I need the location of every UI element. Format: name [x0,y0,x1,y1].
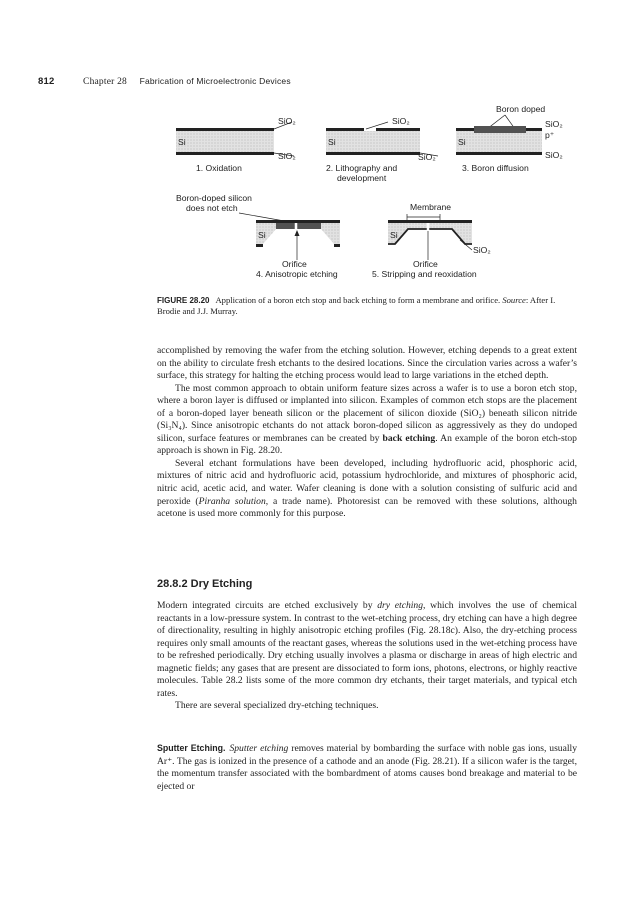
sio2-label-bottom: SiO₂ [278,151,296,161]
membrane-label: Membrane [410,202,452,212]
step-4-label: 4. Anisotropic etching [256,269,338,279]
sio2-label-top: SiO₂ [545,119,563,129]
step-2-label-line2: development [337,173,387,183]
orifice-label: Orifice [282,259,307,269]
body-text-block-1 [157,345,577,521]
orifice-label: Orifice [413,259,438,269]
sio2-label-top: SiO₂ [278,116,296,126]
figure-label: FIGURE 28.20 [157,296,210,305]
term-piranha-solution: Piranha solution [198,495,266,507]
paragraph: Sputter Etching. Sputter etching removes material by bombarding the surface with noble gas ions, usually Ar⁺. The gas is ionized in the presence of a cathode and an anode (Fig. 28.21). If a silicon wafer is the target, the momentum transfer associated with the bombardment of atoms causes bond breakage and material to be ejected or [157,743,577,792]
step-1-label: 1. Oxidation [196,163,242,173]
term-dry-etching: dry etching [377,600,424,611]
boron-doped-silicon-label-line1: Boron-doped silicon [176,193,252,203]
running-header [38,76,291,87]
boron-doped-region [474,126,526,133]
paragraph: The most common approach to obtain uniform feature sizes across a wafer is to use a boron etch stop, where a boron layer is diffused or implanted into silicon. Examples of common etch stops are the placement of a boron-doped layer beneath silicon or the placement of silicon dioxide (SiO₂) beneath silicon nitride (Si₃N₄). Since anisotropic etchants do not attack boron-doped silicon as aggressively as they do undoped silicon, surface features or membranes can be created by back etching. An example of the boron etch-stop approach is shown in Fig. 28.20. [157,382,577,457]
step-3-label: 3. Boron diffusion [462,163,529,173]
si-label: Si [258,230,266,240]
oxide-bottom-layer [176,152,274,155]
page-number: 812 [38,76,55,87]
chapter-title: Fabrication of Microelectronic Devices [139,76,291,86]
silicon-substrate [456,131,542,152]
paragraph: accomplished by removing the wafer from the etching solution. However, etching depends to a great extent on the ability to circulate fresh etchants to the desired locations. Since the circulation varies across a wafer’s surface, this strategy for halting the etching process would lead to large variations in the etched depth. [157,345,577,382]
silicon-substrate [176,131,274,152]
caption-source: : After I. Brodie and J.J. Murray. [157,295,556,317]
boron-doped-label: Boron doped [496,104,546,114]
body-text-block-2 [157,600,577,713]
step-2-label-line1: 2. Lithography and [326,163,398,173]
panel-oxidation [176,116,296,173]
panel-stripping-reoxidation [372,202,491,279]
etched-silicon [388,223,472,244]
paragraph: Several etchant formulations have been developed, including hydrofluoric acid, phosphoric acid, mixtures of nitric acid and hydrofluoric acid, potassium hydrochloride, and mixtures of phosphoric acid, nitric acid, acetic acid, and water. Wafer cleaning is done with a solution consisting of sulfuric acid and peroxide (Piranha solution, a trade name). Photoresist can be removed with these solutions, although acetone is used more commonly for this purpose. [157,457,577,520]
paragraph: There are several specialized dry-etching techniques. [175,700,379,712]
si-label: Si [178,137,186,147]
oxide-top-layer [176,128,274,131]
term-back-etching: back etching [382,432,436,444]
section-heading: 28.8.2 Dry Etching [157,578,253,590]
sio2-label-top: SiO₂ [392,116,410,126]
p-plus-label: p⁺ [545,130,555,140]
panel-lithography [326,116,438,183]
sio2-label-bottom: SiO₂ [418,152,436,162]
boron-doped-region [276,223,321,229]
sio2-label: SiO₂ [473,245,491,255]
si-label: Si [328,137,336,147]
panel-boron-diffusion [456,104,563,173]
term-sputter-etching: Sputter etching [229,743,289,754]
paragraph: Modern integrated circuits are etched exclusively by dry etching, which involves the use of chemical reactants in a low-pressure system. In contrast to the wet-etching process, dry etching can have a high degree of directionality, resulting in highly anisotropic etching profiles (Fig. 28.18c). Also, the dry-etching process requires only small amounts of the reactant gases, whereas the solutions used in the wet-etching process have to be refreshed periodically. Dry etching usually involves a plasma or discharge in areas of high electric and magnetic fields; any gases that are present are dissociated to form ions, photons, electrons, or highly reactive molecules. Table 28.2 lists some of the more common dry etchants, their target materials, and typical etch rates. [157,600,577,699]
boron-doped-silicon-label-line2: does not etch [186,203,238,213]
sio2-label-bottom: SiO₂ [545,150,563,160]
caption-source-label: Source [502,295,526,305]
silicon-substrate [326,131,420,152]
si-label: Si [390,230,398,240]
body-text-block-3 [157,742,577,793]
caption-text: Application of a boron etch stop and back etching to form a membrane and orifice. [215,295,503,305]
si-label: Si [458,137,466,147]
chapter-label: Chapter 28 [83,77,127,87]
panel-anisotropic-etching [176,193,340,279]
runin-heading: Sputter Etching. [157,743,226,753]
figure-caption [157,295,577,318]
step-5-label: 5. Stripping and reoxidation [372,269,477,279]
figure-28-20 [160,100,580,285]
